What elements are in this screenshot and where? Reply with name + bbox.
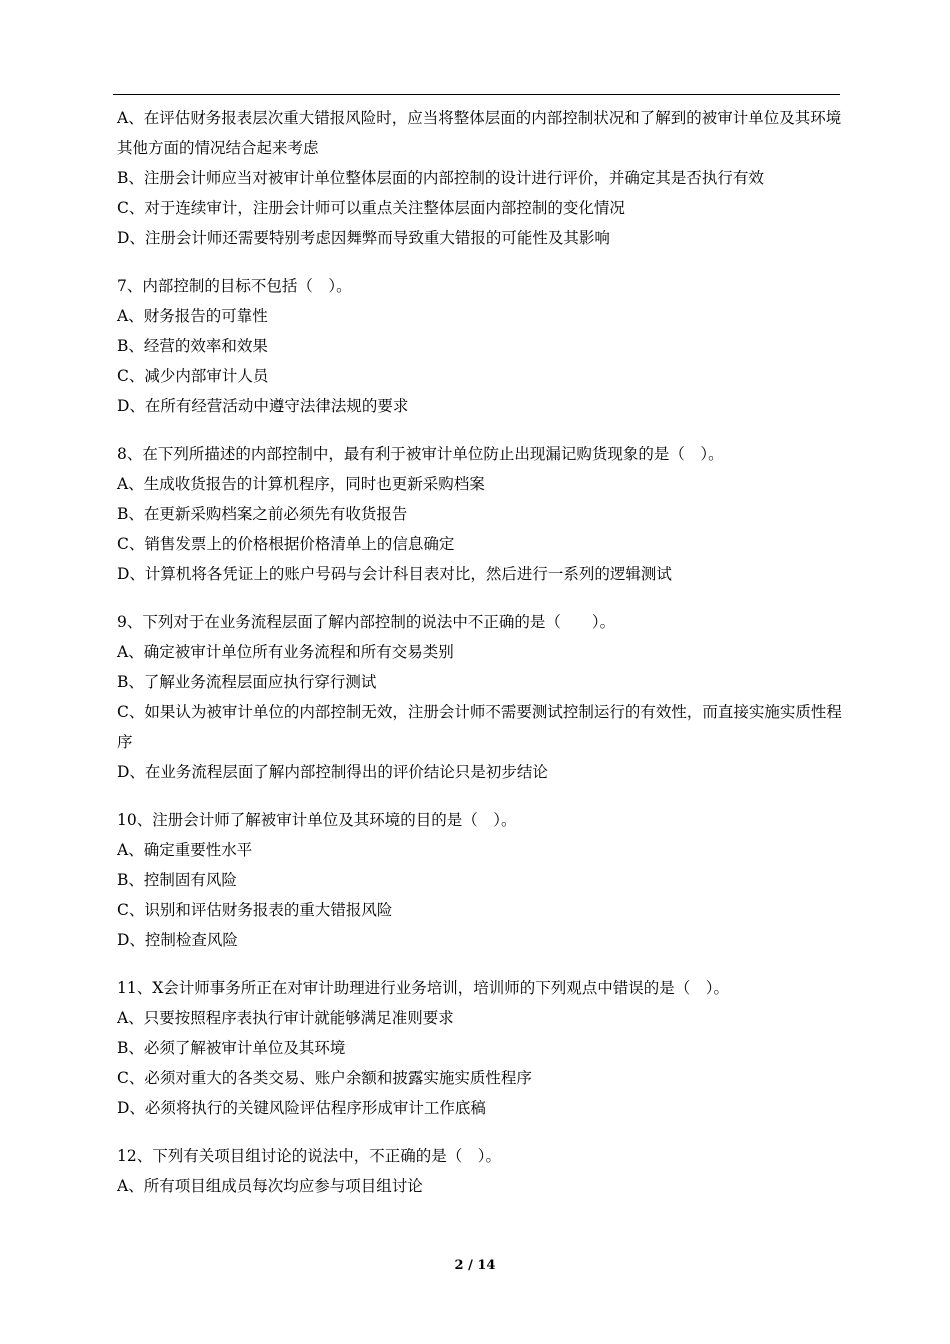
option-b: B、必须了解被审计单位及其环境 bbox=[117, 1039, 346, 1057]
option-c: C、必须对重大的各类交易、账户余额和披露实施实质性程序 bbox=[117, 1069, 532, 1087]
question-stem: 8、在下列所描述的内部控制中，最有利于被审计单位防止出现漏记购货现象的是（ ）。 bbox=[117, 445, 724, 463]
option-d: D、计算机将各凭证上的账户号码与会计科目表对比，然后进行一系列的逻辑测试 bbox=[117, 565, 672, 583]
question-12 bbox=[117, 1141, 842, 1201]
option-a: A、在评估财务报表层次重大错报风险时，应当将整体层面的内部控制状况和了解到的被审计单位及其环境其他方面的情况结合起来考虑 bbox=[117, 109, 842, 157]
option-d: D、注册会计师还需要特别考虑因舞弊而导致重大错报的可能性及其影响 bbox=[117, 229, 610, 247]
option-d: D、控制检查风险 bbox=[117, 931, 238, 949]
option-a: A、生成收货报告的计算机程序，同时也更新采购档案 bbox=[117, 475, 485, 493]
question-10 bbox=[117, 805, 842, 955]
option-c: C、识别和评估财务报表的重大错报风险 bbox=[117, 901, 393, 919]
question-8 bbox=[117, 439, 842, 589]
question-stem: 7、内部控制的目标不包括（ ）。 bbox=[117, 277, 352, 295]
page-number: 2 / 14 bbox=[454, 1258, 496, 1273]
question-list bbox=[117, 103, 842, 1201]
option-c: C、如果认为被审计单位的内部控制无效，注册会计师不需要测试控制运行的有效性，而直接实施实质性程序 bbox=[117, 703, 842, 751]
option-b: B、经营的效率和效果 bbox=[117, 337, 268, 355]
question-6-continued bbox=[117, 103, 842, 253]
option-d: D、在业务流程层面了解内部控制得出的评价结论只是初步结论 bbox=[117, 763, 548, 781]
question-stem: 11、X会计师事务所正在对审计助理进行业务培训，培训师的下列观点中错误的是（ ）。 bbox=[117, 979, 730, 997]
option-a: A、所有项目组成员每次均应参与项目组讨论 bbox=[117, 1177, 423, 1195]
question-9 bbox=[117, 607, 842, 787]
option-c: C、减少内部审计人员 bbox=[117, 367, 269, 385]
question-7 bbox=[117, 271, 842, 421]
header-rule bbox=[113, 94, 840, 95]
question-11 bbox=[117, 973, 842, 1123]
option-b: B、在更新采购档案之前必须先有收货报告 bbox=[117, 505, 408, 523]
question-stem: 9、下列对于在业务流程层面了解内部控制的说法中不正确的是（ ）。 bbox=[117, 613, 616, 631]
option-d: D、必须将执行的关键风险评估程序形成审计工作底稿 bbox=[117, 1099, 486, 1117]
option-b: B、注册会计师应当对被审计单位整体层面的内部控制的设计进行评价，并确定其是否执行有效 bbox=[117, 169, 764, 187]
option-a: A、只要按照程序表执行审计就能够满足准则要求 bbox=[117, 1009, 454, 1027]
option-b: B、了解业务流程层面应执行穿行测试 bbox=[117, 673, 377, 691]
option-d: D、在所有经营活动中遵守法律法规的要求 bbox=[117, 397, 409, 415]
option-b: B、控制固有风险 bbox=[117, 871, 237, 889]
option-c: C、对于连续审计，注册会计师可以重点关注整体层面内部控制的变化情况 bbox=[117, 199, 625, 217]
option-a: A、确定重要性水平 bbox=[117, 841, 253, 859]
option-c: C、销售发票上的价格根据价格清单上的信息确定 bbox=[117, 535, 455, 553]
question-stem: 12、下列有关项目组讨论的说法中，不正确的是（ ）。 bbox=[117, 1147, 501, 1165]
option-a: A、财务报告的可靠性 bbox=[117, 307, 268, 325]
option-a: A、确定被审计单位所有业务流程和所有交易类别 bbox=[117, 643, 454, 661]
question-stem: 10、注册会计师了解被审计单位及其环境的目的是（ ）。 bbox=[117, 811, 517, 829]
